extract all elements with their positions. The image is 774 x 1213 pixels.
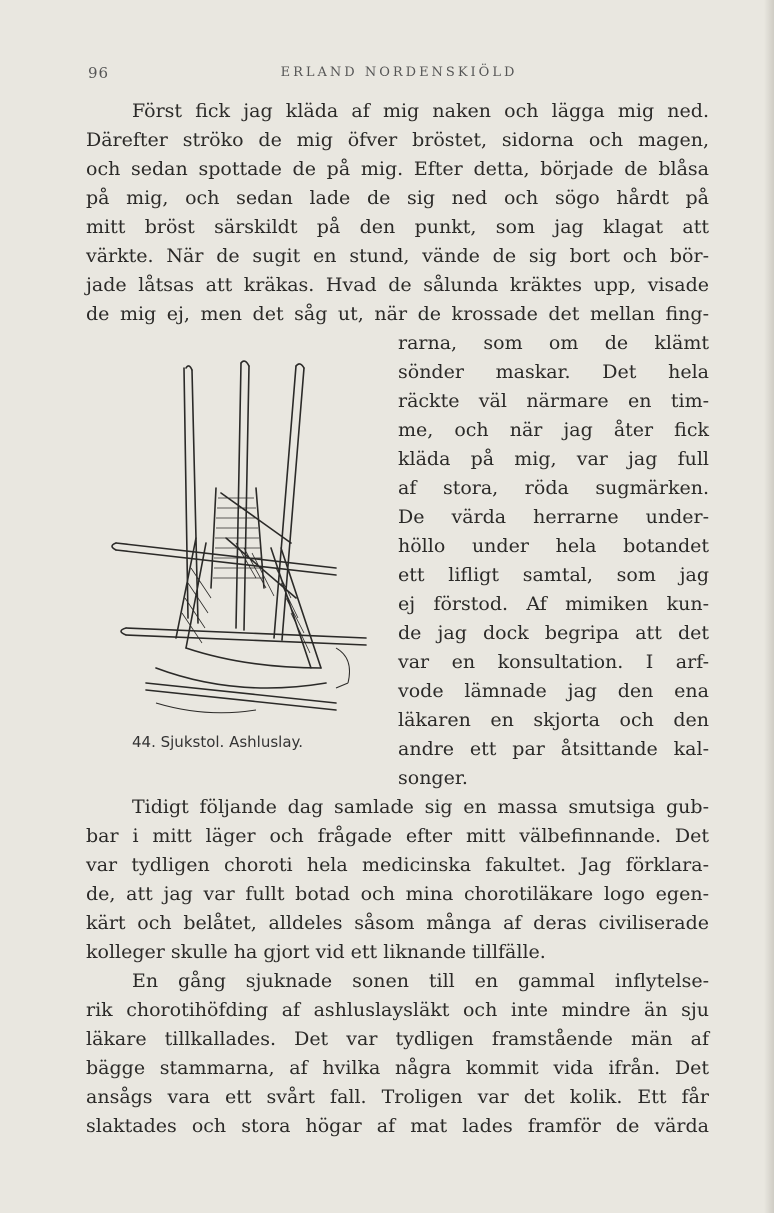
text-line: ett lifligt samtal, som jag (398, 564, 709, 586)
text-line: slaktades och stora högar af mat lades framför de värda (86, 1115, 709, 1137)
text-line: på mig, och sedan lade de sig ned och sögo hårdt på (86, 187, 709, 209)
text-line: kärt och belåtet, alldeles såsom många af deras civiliserade (86, 912, 709, 934)
page-edge-shadow (764, 0, 774, 1213)
text-line: songer. (398, 767, 468, 789)
text-line: De värda herrarne under- (398, 506, 709, 528)
text-line: Tidigt följande dag samlade sig en massa smutsiga gub- (132, 796, 709, 818)
text-line: läkare tillkallades. Det var tydligen framstående män af (86, 1028, 709, 1050)
text-line: af stora, röda sugmärken. (398, 477, 709, 499)
text-line: Först fick jag kläda af mig naken och lägga mig ned. (132, 100, 709, 122)
figure-sjukstol (86, 338, 376, 728)
text-line: räckte väl närmare en tim- (398, 390, 709, 412)
text-line: de, att jag var fullt botad och mina chorotiläkare logo egen- (86, 883, 709, 905)
page-number: 96 (88, 64, 110, 82)
text-line: och sedan spottade de på mig. Efter detta, började de blåsa (86, 158, 709, 180)
text-line: ansågs vara ett svårt fall. Troligen var det kolik. Ett får (86, 1086, 709, 1108)
sick-chair-illustration (86, 338, 376, 728)
text-line: värkte. När de sugit en stund, vände de sig bort och bör- (86, 245, 709, 267)
text-line: var tydligen choroti hela medicinska fakultet. Jag förklara- (86, 854, 709, 876)
text-line: kolleger skulle ha gjort vid ett liknande tillfälle. (86, 941, 546, 963)
text-line: Därefter ströko de mig öfver bröstet, sidorna och magen, (86, 129, 709, 151)
text-line: var en konsultation. I arf- (398, 651, 709, 673)
page-header (84, 64, 714, 84)
text-line: jade låtsas att kräkas. Hvad de sålunda kräktes upp, visade (86, 274, 709, 296)
text-line: bägge stammarna, af hvilka några kommit vida ifrån. Det (86, 1057, 709, 1079)
text-line: kläda på mig, var jag full (398, 448, 709, 470)
text-line: de jag dock begripa att det (398, 622, 709, 644)
text-line: rik chorotihöfding af ashluslaysläkt och inte mindre än sju (86, 999, 709, 1021)
text-line: sönder maskar. Det hela (398, 361, 709, 383)
text-line: de mig ej, men det såg ut, när de krossade det mellan fing- (86, 303, 709, 325)
text-line: En gång sjuknade sonen till en gammal inflytelse- (132, 970, 709, 992)
text-line: höllo under hela botandet (398, 535, 709, 557)
text-line: ej förstod. Af mimiken kun- (398, 593, 709, 615)
text-line: vode lämnade jag den ena (398, 680, 709, 702)
running-head: ERLAND NORDENSKIÖLD (280, 65, 518, 80)
text-line: rarna, som om de klämt (398, 332, 709, 354)
text-line: mitt bröst särskildt på den punkt, som jag klagat att (86, 216, 709, 238)
figure-caption: 44. Sjukstol. Ashluslay. (132, 733, 304, 751)
text-line: läkaren en skjorta och den (398, 709, 709, 731)
text-line: andre ett par åtsittande kal- (398, 738, 709, 760)
text-line: me, och när jag åter fick (398, 419, 709, 441)
text-line: bar i mitt läger och frågade efter mitt välbefinnande. Det (86, 825, 709, 847)
